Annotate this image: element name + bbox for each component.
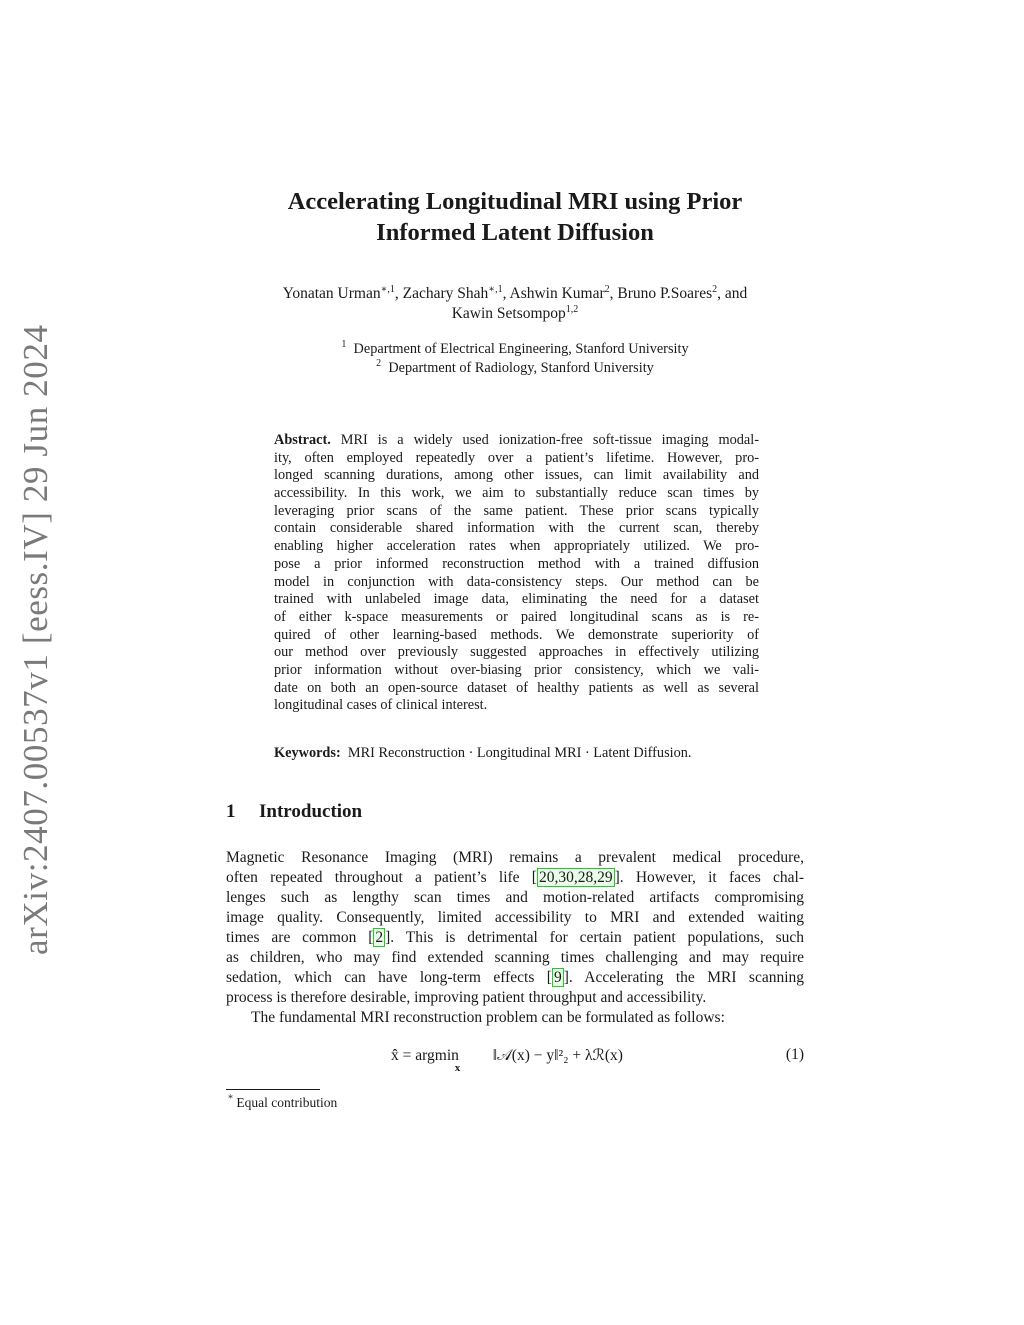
abstract [274,432,759,715]
abstract-line: enabling higher acceleration rates when appropriately utilized. We pro- [274,538,759,555]
affiliation-text: Department of Radiology, Stanford University [388,359,654,376]
body-text-segment: often repeated throughout a patient’s life [ [226,869,537,886]
author-separator: , [394,285,403,302]
paper-title [200,186,830,248]
body-text-segment: ]. Accelerating the MRI scanning [563,969,805,986]
abstract-line: contain considerable shared information with the current scan, thereby [274,520,759,537]
author-name: Yonatan Urman [282,285,381,302]
affiliation-mark: 2 [376,357,382,369]
author-name: Zachary Shah [402,285,489,302]
abstract-line: longed scanning durations, among other issues, can limit availability and [274,467,759,484]
abstract-line: of either k-space measurements or paired longitudinal scans as is re- [274,608,759,625]
equation-number: (1) [785,1046,804,1063]
abstract-line: prior information without over-biasing prior consistency, which we vali- [274,661,759,678]
equation-lhs: x̂ = arg [391,1047,435,1064]
author-separator: , and [717,285,748,302]
author-name: Bruno P.Soares [617,285,713,302]
body-line: The fundamental MRI reconstruction problem can be formulated as follows: [251,1009,725,1026]
authors-line-2 [200,304,830,324]
abstract-line: leveraging prior scans of the same patient. These prior scans typically [274,502,759,519]
footnote-text: Equal contribution [236,1095,338,1110]
body-line: process is therefore desirable, improving patient throughput and accessibility. [226,989,707,1006]
abstract-label: Abstract. [274,432,331,448]
author-list [200,284,830,324]
affiliation-mark: 1 [341,339,347,351]
author-affil-mark: ∗,1 [488,283,503,295]
citation-link[interactable]: 20,30,28,29 [538,869,613,886]
body-line [226,928,804,948]
equation-min-subscript: x [454,1062,461,1074]
body-line [226,868,804,888]
abstract-line: quired of other learning-based methods. We demonstrate superiority of [274,626,759,643]
section-heading [226,801,362,823]
abstract-line: date on both an open-source dataset of healthy patients as well as several [274,679,759,696]
body-line: as children, who may find extended scanning times challenging and may require [226,949,804,966]
equation-1 [226,1046,804,1080]
abstract-line [274,432,759,450]
keywords [274,745,774,762]
abstract-line: longitudinal cases of clinical interest. [274,697,488,714]
abstract-line: accessibility. In this work, we aim to substantially reduce scan times by [274,485,759,502]
affiliations [200,340,830,377]
author-affil-mark: 2 [604,283,610,295]
authors-line-1 [200,284,830,304]
equation-body [391,1046,623,1074]
abstract-line: ity, often employed repeatedly over a patient’s lifetime. However, pro- [274,449,759,466]
affiliation-2 [200,359,830,378]
body-line: image quality. Consequently, limited accessibility to MRI and extended waiting [226,909,804,926]
abstract-line: pose a prior informed reconstruction method with a trained diffusion [274,555,759,572]
author-separator: , [502,285,510,302]
author-affil-mark: ∗,1 [380,283,395,295]
body-text-segment: times are common [ [226,929,374,946]
body-text-segment: ]. This is detrimental for certain patient populations, such [385,929,804,946]
section-title: Introduction [259,801,363,822]
equation-argmin [434,1047,493,1074]
title-line-2: Informed Latent Diffusion [376,219,654,246]
body-line: Magnetic Resonance Imaging (MRI) remains a prevalent medical procedure, [226,849,804,866]
body-text-segment: sedation, which can have long-term effects [ [226,969,552,986]
body-text-segment: ]. However, it faces chal- [614,869,804,886]
author-affil-mark: 2 [712,283,718,295]
arxiv-identifier: arXiv:2407.00537v1 [eess.IV] 29 Jun 2024 [16,324,55,955]
author-affil-mark: 1,2 [565,303,579,315]
affiliation-1 [200,340,830,359]
introduction-paragraph [226,848,804,1028]
abstract-text: MRI is a widely used ionization-free soft-tissue imaging modal- [340,432,760,448]
keywords-text: MRI Reconstruction · Longitudinal MRI · Latent Diffusion. [347,745,692,761]
footnote-divider [226,1089,320,1090]
author-name: Kawin Setsompop [451,305,566,322]
citation-link[interactable]: 2 [375,929,384,946]
author-name: Ashwin Kumar [509,285,605,302]
abstract-line: model in conjunction with data-consistency steps. Our method can be [274,573,759,590]
author-separator: , [609,285,618,302]
section-number: 1 [226,801,236,822]
affiliation-text: Department of Electrical Engineering, Stanford University [353,341,689,357]
abstract-line: trained with unlabeled image data, eliminating the need for a dataset [274,591,759,608]
equation-min: min [434,1047,459,1064]
title-line-1: Accelerating Longitudinal MRI using Prior [287,188,743,215]
body-line [226,968,804,988]
keywords-label: Keywords: [274,745,341,761]
footnote-mark: * [228,1093,233,1105]
footnote [228,1095,337,1111]
abstract-line: our method over previously suggested approaches in effectively utilizing [274,644,759,661]
body-line: lenges such as lengthy scan times and motion-related artifacts compromising [226,889,804,906]
equation-rhs: ‖𝒜(x) − y‖²₂ + λℛ(x) [492,1047,623,1064]
citation-link[interactable]: 9 [553,969,562,986]
